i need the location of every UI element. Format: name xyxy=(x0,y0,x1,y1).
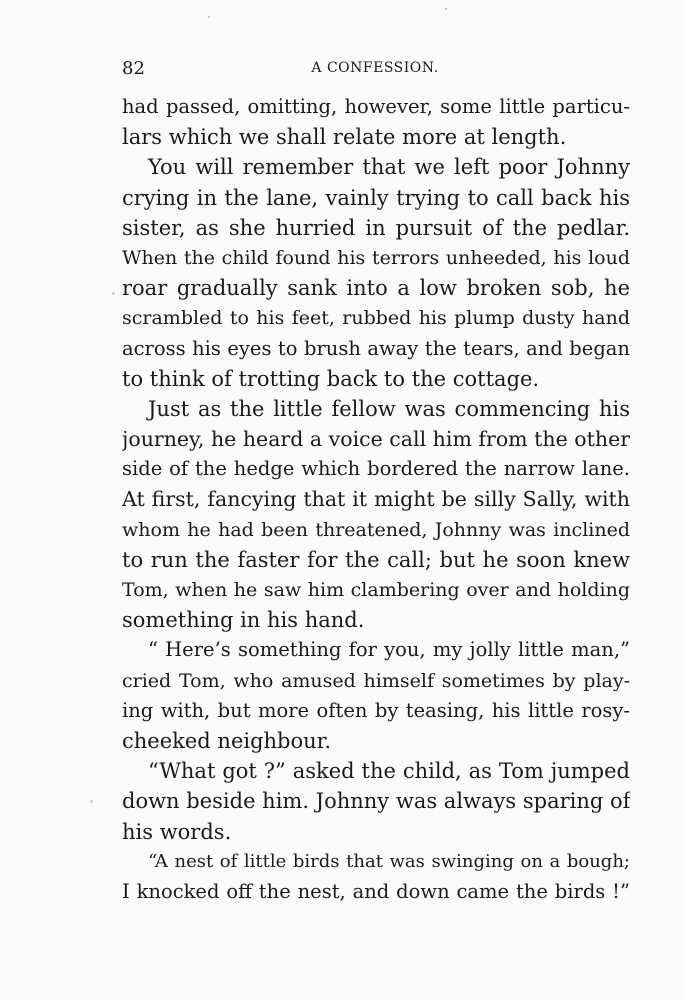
text-line: sister, as she hurried in pursuit of the pedlar. xyxy=(122,215,630,240)
text-line: ing with, but more often by teasing, his little rosy- xyxy=(122,698,630,722)
text-line: “What got ?” asked the child, as Tom jumped xyxy=(148,759,630,784)
text-line: At first, fancying that it might be silly Sally, with xyxy=(122,487,630,512)
text-line: side of the hedge which bordered the narrow lane. xyxy=(122,457,630,481)
text-line: I knocked off the nest, and down came the birds !” xyxy=(122,879,630,903)
text-line: roar gradually sank into a low broken sob, he xyxy=(122,276,630,301)
text-line: to run the faster for the call; but he soon knew xyxy=(122,547,630,572)
text-line: lars which we shall relate more at length. xyxy=(122,125,567,150)
text-line: whom he had been threatened, Johnny was inclined xyxy=(122,518,630,541)
text-line: across his eyes to brush away the tears, and began xyxy=(122,336,630,360)
text-line: When the child found his terrors unheeded, his loud xyxy=(122,246,630,269)
text-line: his words. xyxy=(122,819,232,844)
text-line: “A nest of little birds that was swinging on a bough; xyxy=(148,850,630,872)
body-text xyxy=(122,92,630,907)
text-line: You will remember that we left poor Johnny xyxy=(148,155,630,180)
text-line: something in his hand. xyxy=(122,608,365,633)
running-title: A CONFESSION. xyxy=(311,60,439,76)
text-line: to think of trotting back to the cottage. xyxy=(122,366,540,391)
text-line: cheeked neighbour. xyxy=(122,728,332,753)
text-line: Just as the little fellow was commencing his xyxy=(148,396,630,421)
text-line: Tom, when he saw him clambering over and holding xyxy=(122,579,630,601)
page-header xyxy=(122,58,628,82)
text-line: down beside him. Johnny was always sparing of xyxy=(122,789,630,814)
text-line: scrambled to his feet, rubbed his plump dusty hand xyxy=(122,307,630,330)
text-line: crying in the lane, vainly trying to call back his xyxy=(122,185,630,210)
text-line: journey, he heard a voice call him from the other xyxy=(122,427,630,452)
text-line: had passed, omitting, however, some little particu- xyxy=(122,95,630,118)
page-number: 82 xyxy=(122,58,145,79)
text-line: cried Tom, who amused himself sometimes by play- xyxy=(122,669,630,692)
text-line: “ Here’s something for you, my jolly little man,” xyxy=(148,638,630,662)
